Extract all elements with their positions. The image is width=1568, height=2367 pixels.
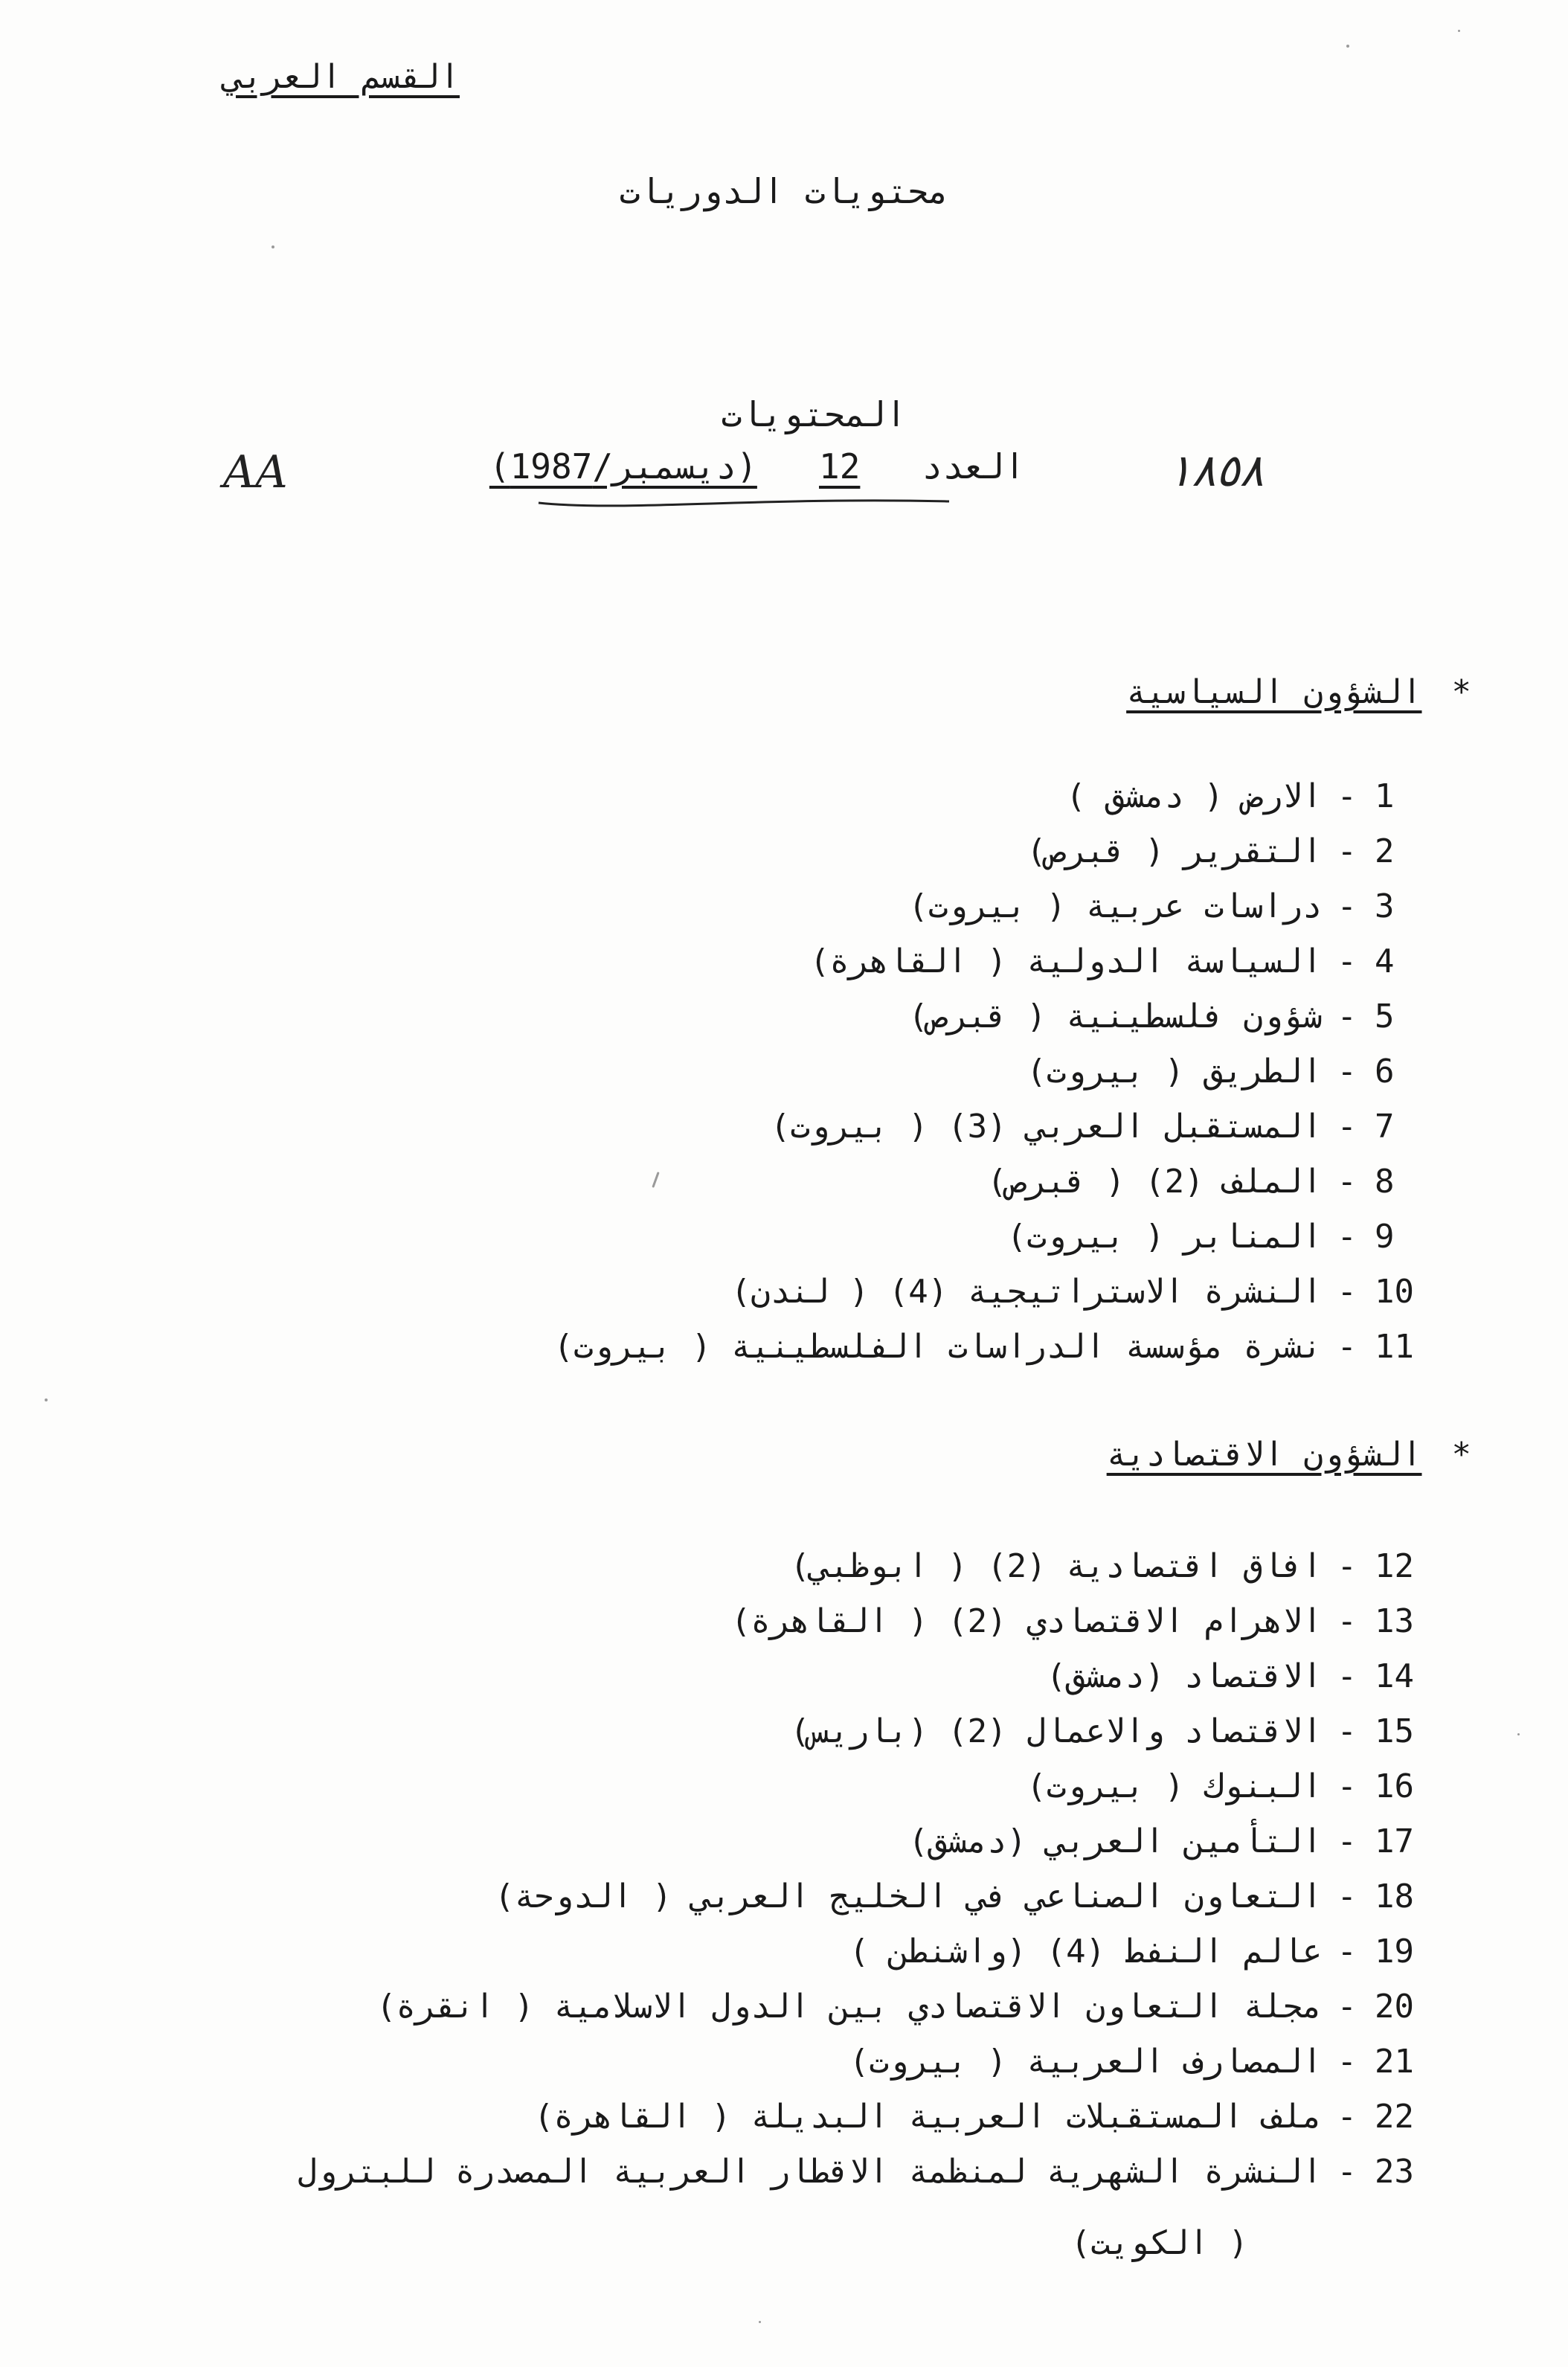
list-item: 22-ملف المستقبلات العربية البديلة ( القاهرة) bbox=[533, 2098, 1414, 2136]
scan-speck bbox=[45, 1398, 48, 1401]
handwritten-underline bbox=[536, 492, 952, 513]
list-item-continuation: ( الكويت) bbox=[1070, 2224, 1248, 2262]
scan-speck bbox=[1517, 1733, 1520, 1735]
list-item: 17-التأمين العربي (دمشق) bbox=[908, 1822, 1414, 1860]
list-item: 3-دراسات عربية ( بيروت) bbox=[908, 887, 1395, 925]
list-item: 7-المستقبل العربي (3) ( بيروت) bbox=[770, 1108, 1395, 1146]
handwritten-mark-right: ١٨٥٨ bbox=[1168, 445, 1264, 497]
list-item: 12-افاق اقتصادية (2) ( ابوظبي) bbox=[790, 1547, 1414, 1585]
bullet-star: * bbox=[1451, 1436, 1471, 1474]
list-item: 1-الارض ( دمشق ) bbox=[1066, 777, 1395, 815]
department-heading: القسم العربي bbox=[223, 58, 460, 96]
list-item: 21-المصارف العربية ( بيروت) bbox=[849, 2043, 1414, 2081]
list-item: 9-المنابر ( بيروت) bbox=[1006, 1218, 1395, 1256]
scan-speck bbox=[759, 2321, 761, 2323]
bullet-star: * bbox=[1451, 673, 1471, 711]
issue-number: 12 bbox=[819, 446, 861, 486]
list-item: 15-الاقتصاد والاعمال (2) (باريس) bbox=[790, 1712, 1414, 1750]
section-heading-economic bbox=[1107, 1436, 1471, 1474]
list-item: 10-النشرة الاستراتيجية (4) ( لندن) bbox=[730, 1273, 1414, 1311]
scan-speck bbox=[1346, 45, 1349, 48]
contents-label: المحتويات bbox=[721, 394, 907, 434]
list-item: 11-نشرة مؤسسة الدراسات الفلسطينية ( بيروت) bbox=[553, 1328, 1414, 1366]
scan-speck bbox=[652, 1172, 659, 1188]
list-item: 2-التقرير ( قبرص) bbox=[1026, 832, 1395, 870]
section-title: الشؤون السياسية bbox=[1126, 673, 1422, 711]
section-heading-political bbox=[1126, 673, 1471, 711]
list-item: 16-البنوك ( بيروت) bbox=[1026, 1767, 1414, 1805]
list-item: 13-الاهرام الاقتصادي (2) ( القاهرة) bbox=[730, 1602, 1414, 1640]
list-item: 6-الطريق ( بيروت) bbox=[1026, 1053, 1395, 1091]
list-item: 20-مجلة التعاون الاقتصادي بين الدول الاسلامية ( انقرة) bbox=[376, 1988, 1414, 2026]
issue-line bbox=[489, 446, 1025, 486]
list-item: 23-النشرة الشهرية لمنظمة الاقطار العربية المصدرة للبترول bbox=[298, 2153, 1414, 2191]
section-title: الشؤون الاقتصادية bbox=[1106, 1436, 1422, 1474]
list-item: 14-الاقتصاد (دمشق) bbox=[1046, 1657, 1414, 1695]
list-item: 19-عالم النفط (4) (واشنطن ) bbox=[849, 1933, 1414, 1971]
document-title: محتويات الدوريات bbox=[619, 171, 949, 211]
list-item: 4-السياسة الدولية ( القاهرة) bbox=[809, 942, 1395, 980]
list-item: 5-شؤون فلسطينية ( قبرص) bbox=[908, 998, 1395, 1035]
list-item: 18-التعاون الصناعي في الخليج العربي ( الدوحة) bbox=[494, 1878, 1414, 1915]
issue-date: (ديسمبر/1987) bbox=[489, 446, 757, 486]
handwritten-mark-left: AA bbox=[223, 446, 288, 498]
scan-speck bbox=[1458, 30, 1460, 32]
issue-label: العدد bbox=[922, 446, 1025, 486]
list-item: 8-الملف (2) ( قبرص) bbox=[987, 1163, 1395, 1201]
scan-speck bbox=[271, 245, 274, 248]
